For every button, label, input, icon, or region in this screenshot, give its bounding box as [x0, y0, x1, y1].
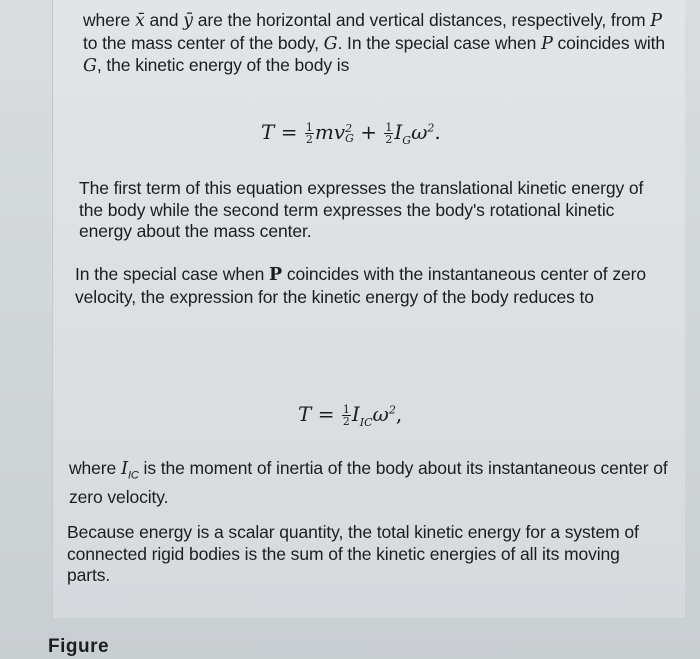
inertia-symbol: I — [120, 458, 128, 479]
equation-kinetic-energy-ic — [298, 402, 402, 429]
text-segment: , the kinetic energy of the body is — [96, 55, 350, 75]
eq-symbol: T — [261, 120, 275, 144]
ybar-symbol: ȳ — [183, 11, 193, 31]
eq-symbol: T — [298, 402, 312, 426]
eq-symbol: ω — [411, 120, 428, 144]
point-g-symbol: G — [323, 33, 338, 54]
eq-symbol: = — [311, 402, 341, 426]
text-segment: where — [69, 458, 121, 478]
text-segment: where — [83, 10, 135, 30]
text-segment: to the mass center of the body, — [83, 32, 324, 53]
paragraph-distances — [83, 10, 673, 78]
text-panel — [52, 0, 685, 618]
eq-symbol: I — [351, 402, 360, 426]
point-p-bold-symbol: P — [269, 265, 283, 285]
eq-symbol: I — [394, 120, 403, 144]
point-g-symbol: G — [83, 56, 97, 76]
eq-symbol: ω — [372, 402, 389, 426]
fraction-half: $\frac{1}{2}$ — [385, 121, 393, 146]
text-segment: and — [144, 10, 184, 30]
fraction-half: $\frac{1}{2}$ — [342, 403, 350, 428]
point-p-symbol: P — [541, 33, 553, 54]
text-segment: coincides with the instantaneous center of zero velocity, the expression for the kinetic energy of the body reduces to — [75, 264, 646, 307]
point-p-symbol: P — [650, 11, 662, 31]
paragraph-terms: The first term of this equation expresses the translational kinetic energy of the body while the second term expresses the body's rotational kinetic energy about the mass center. — [79, 178, 644, 241]
text-segment: is the moment of inertia of the body about its instantaneous center of zero velocity. — [69, 458, 668, 507]
eq-subscript: G — [402, 134, 412, 147]
text-segment: coincides with — [552, 32, 666, 53]
text-segment: are the horizontal and vertical distances, respectively, from — [192, 10, 651, 30]
eq-symbol: mv — [314, 120, 346, 144]
eq-symbol: = — [274, 120, 304, 144]
eq-subscript: IC — [359, 416, 373, 429]
text-segment: . In the special case when — [337, 32, 542, 53]
paragraph-instantaneous-center — [75, 264, 675, 308]
eq-symbol: , — [395, 402, 403, 426]
text-segment: In the special case when — [75, 264, 270, 284]
figure-heading[interactable]: Figure — [48, 636, 110, 657]
paragraph-total-energy: Because energy is a scalar quantity, the total kinetic energy for a system of connected rigid bodies is the sum of the kinetic energies of all its moving parts. — [67, 522, 639, 585]
eq-superscript: 2 — [427, 121, 435, 135]
paragraph-moment-of-inertia — [69, 458, 669, 509]
eq-superscript: 2 — [388, 403, 396, 417]
equation-kinetic-energy-general — [261, 120, 441, 147]
fraction-half: $\frac{1}{2}$ — [305, 121, 313, 146]
eq-symbol: . — [434, 120, 441, 144]
xbar-symbol: x̄ — [134, 11, 145, 31]
inertia-subscript: IC — [127, 469, 139, 482]
eq-symbol: + — [353, 120, 384, 144]
v-script: 2 G — [345, 121, 354, 145]
